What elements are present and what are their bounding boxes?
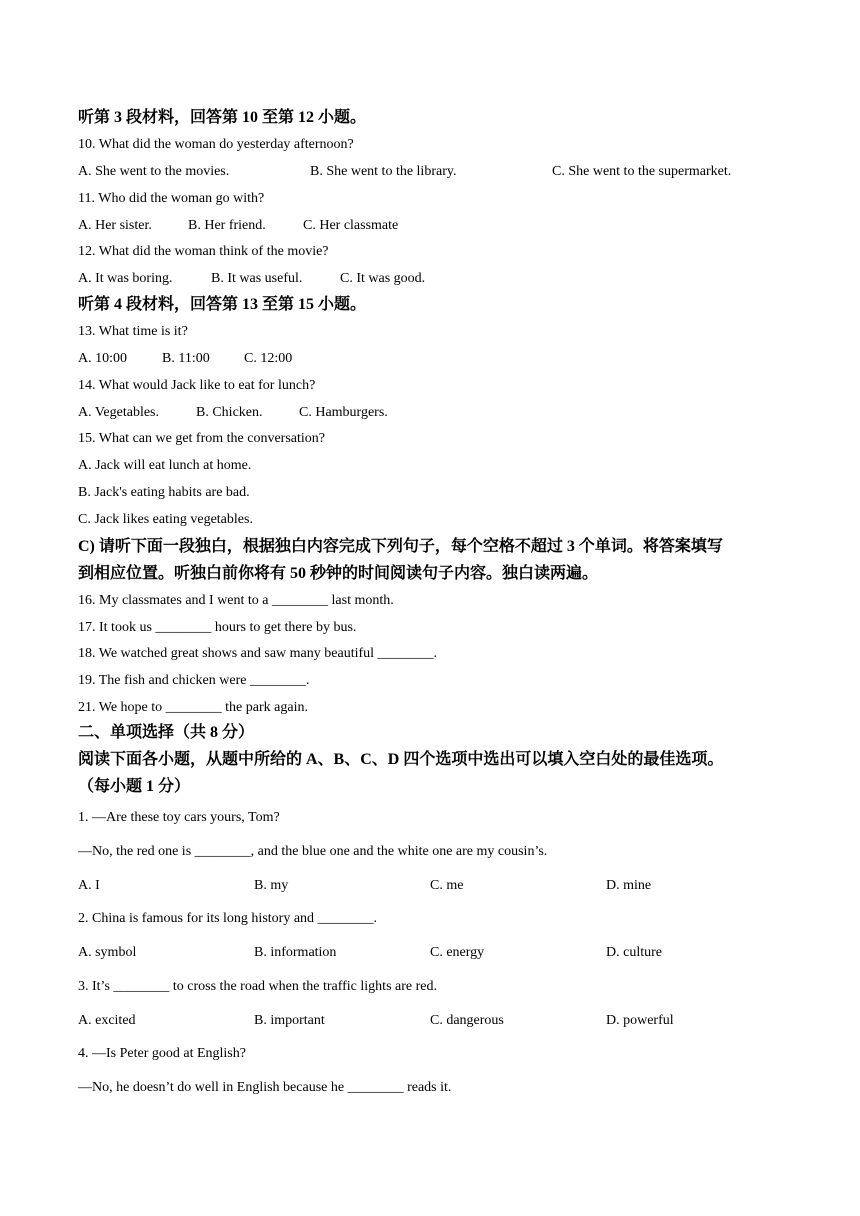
- question-14: 14. What would Jack like to eat for lunch?: [78, 378, 316, 393]
- q11-option-c: C. Her classmate: [303, 218, 399, 233]
- q13-option-a: A. 10:00: [78, 351, 127, 366]
- question-12: 12. What did the woman think of the movie?: [78, 244, 329, 259]
- question-15: 15. What can we get from the conversation?: [78, 431, 325, 446]
- q12-option-b: B. It was useful.: [211, 271, 303, 286]
- q4-line-2: —No, he doesn’t do well in English because he ________ reads it.: [78, 1080, 452, 1095]
- q11-option-b: B. Her friend.: [188, 218, 266, 233]
- q12-option-a: A. It was boring.: [78, 271, 173, 286]
- q3-option-a: A. excited: [78, 1013, 136, 1028]
- q1-option-d: D. mine: [606, 878, 652, 893]
- q10-option-c: C. She went to the supermarket.: [552, 164, 732, 179]
- q2-option-c: C. energy: [430, 945, 485, 960]
- item-17: 17. It took us ________ hours to get there by bus.: [78, 620, 357, 635]
- item-19: 19. The fish and chicken were ________.: [78, 673, 310, 688]
- q1-option-b: B. my: [254, 878, 289, 893]
- part2-instruction-1: 阅读下面各小题，从题中所给的 A、B、C、D 四个选项中选出可以填入空白处的最佳选项。: [78, 751, 724, 768]
- part4-heading: 听第 4 段材料，回答第 13 至第 15 小题。: [78, 296, 367, 313]
- q2-option-b: B. information: [254, 945, 337, 960]
- q3-option-d: D. powerful: [606, 1013, 674, 1028]
- q2-option-d: D. culture: [606, 945, 662, 960]
- item-18: 18. We watched great shows and saw many beautiful ________.: [78, 646, 438, 661]
- q14-option-c: C. Hamburgers.: [299, 405, 388, 420]
- q1-option-c: C. me: [430, 878, 464, 893]
- part3-heading: 听第 3 段材料，回答第 10 至第 12 小题。: [78, 109, 367, 126]
- q10-option-b: B. She went to the library.: [310, 164, 457, 179]
- q12-option-c: C. It was good.: [340, 271, 426, 286]
- q13-option-b: B. 11:00: [162, 351, 210, 366]
- question-3: 3. It’s ________ to cross the road when the traffic lights are red.: [78, 979, 437, 994]
- question-2: 2. China is famous for its long history and ________.: [78, 911, 378, 926]
- q14-option-b: B. Chicken.: [196, 405, 263, 420]
- q3-option-c: C. dangerous: [430, 1013, 504, 1028]
- part2-instruction-2: （每小题 1 分）: [78, 778, 191, 795]
- q1-line-1: 1. —Are these toy cars yours, Tom?: [78, 810, 280, 825]
- q1-option-a: A. I: [78, 878, 100, 893]
- q14-option-a: A. Vegetables.: [78, 405, 159, 420]
- question-10: 10. What did the woman do yesterday afternoon?: [78, 137, 354, 152]
- q11-option-a: A. Her sister.: [78, 218, 152, 233]
- q4-line-1: 4. —Is Peter good at English?: [78, 1046, 246, 1061]
- q13-option-c: C. 12:00: [244, 351, 293, 366]
- section-c-instruction-1: C) 请听下面一段独白，根据独白内容完成下列句子，每个空格不超过 3 个单词。将答案填写: [78, 538, 723, 555]
- q15-option-c: C. Jack likes eating vegetables.: [78, 512, 253, 527]
- q2-option-a: A. symbol: [78, 945, 137, 960]
- part2-title: 二、单项选择（共 8 分）: [78, 724, 255, 741]
- item-21: 21. We hope to ________ the park again.: [78, 700, 308, 715]
- question-11: 11. Who did the woman go with?: [78, 191, 265, 206]
- question-13: 13. What time is it?: [78, 324, 188, 339]
- q1-line-2: —No, the red one is ________, and the blue one and the white one are my cousin’s.: [78, 844, 548, 859]
- item-16: 16. My classmates and I went to a ________ last month.: [78, 593, 394, 608]
- q15-option-a: A. Jack will eat lunch at home.: [78, 458, 252, 473]
- q3-option-b: B. important: [254, 1013, 325, 1028]
- q15-option-b: B. Jack's eating habits are bad.: [78, 485, 250, 500]
- q10-option-a: A. She went to the movies.: [78, 164, 230, 179]
- section-c-instruction-2: 到相应位置。听独白前你将有 50 秒钟的时间阅读句子内容。独白读两遍。: [78, 565, 599, 582]
